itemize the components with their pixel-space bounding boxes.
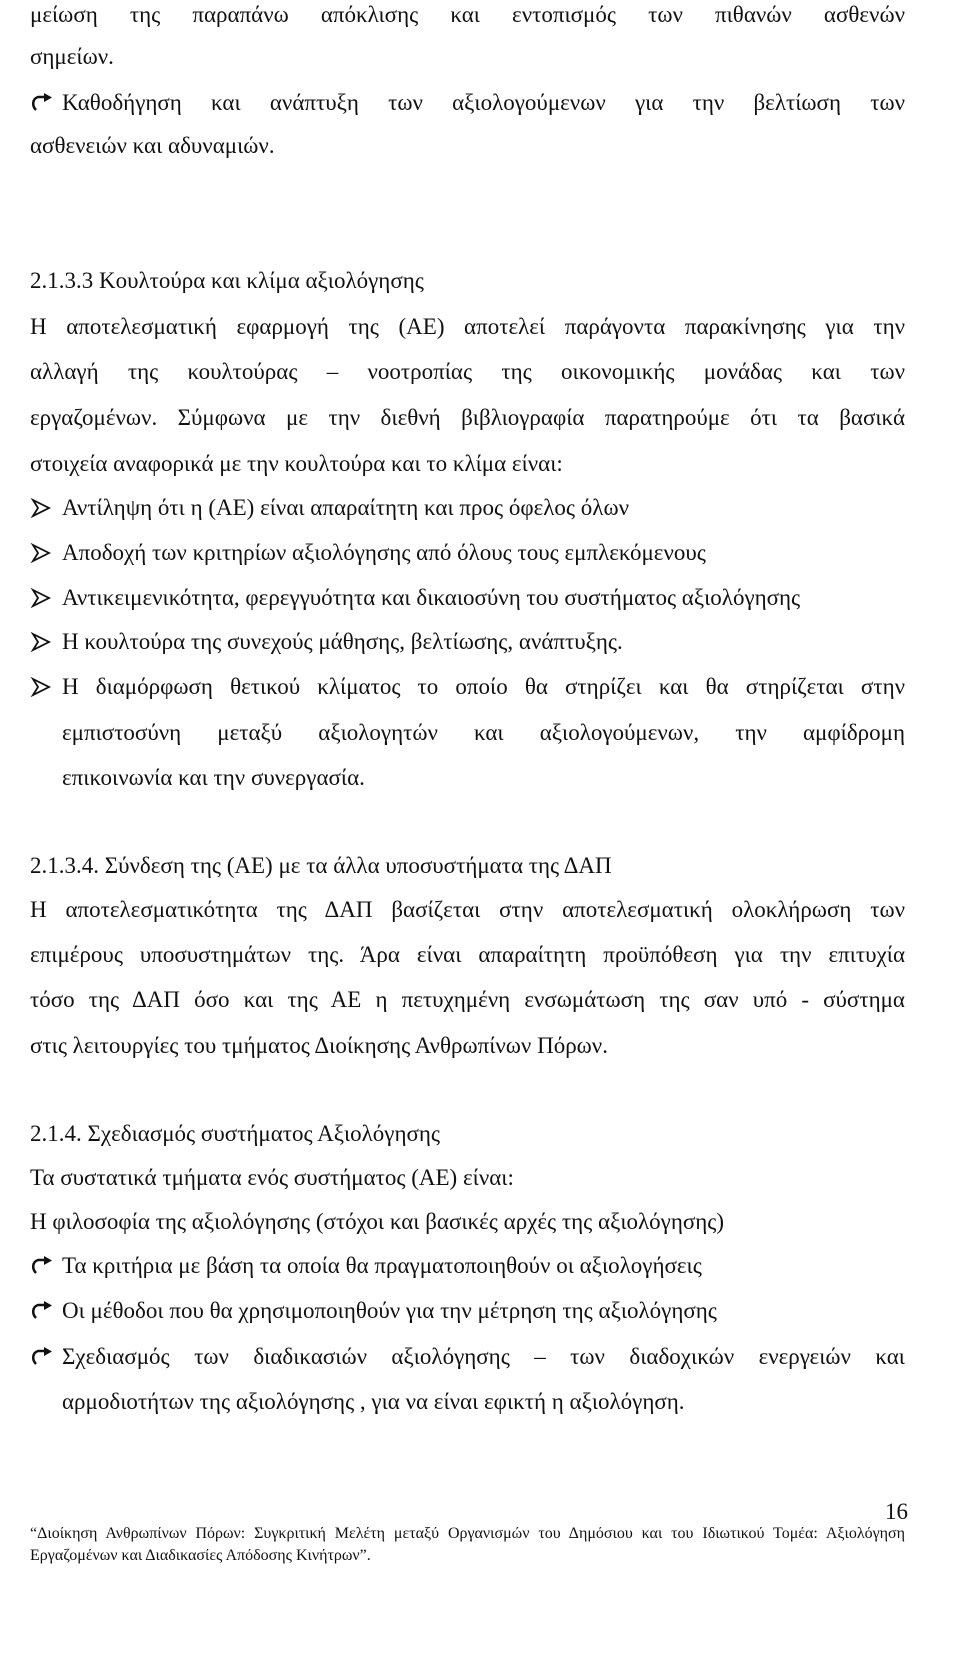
curved-arrow-icon bbox=[30, 88, 60, 118]
arrowhead-bullet-icon bbox=[30, 583, 60, 613]
curved-arrow-icon bbox=[30, 1251, 60, 1281]
footer-line: Εργαζομένων και Διαδικασίες Απόδοσης Κινήτρων”. bbox=[30, 1547, 371, 1564]
text-line: στις λειτουργίες του τμήματος Διοίκησης Ανθρωπίνων Πόρων. bbox=[30, 1033, 608, 1058]
text-line: επιμέρους υποσυστημάτων της. Άρα είναι απαραίτητη προϋπόθεση για την επιτυχία bbox=[30, 942, 905, 967]
list-item: Αντίληψη ότι η (ΑΕ) είναι απαραίτητη και προς όφελος όλων bbox=[62, 495, 629, 520]
list-item: Αποδοχή των κριτηρίων αξιολόγησης από όλους τους εμπλεκόμενους bbox=[62, 540, 706, 565]
list-item: Αντικειμενικότητα, φερεγγυότητα και δικαιοσύνη του συστήματος αξιολόγησης bbox=[62, 585, 801, 610]
list-item-continuation: εμπιστοσύνη μεταξύ αξιολογητών και αξιολογούμενων, την αμφίδρομη bbox=[62, 720, 905, 745]
arrowhead-bullet-icon bbox=[30, 493, 60, 523]
section-heading: 2.1.3.4. Σύνδεση της (ΑΕ) με τα άλλα υποσυστήματα της ΔΑΠ bbox=[30, 853, 612, 878]
text-line: Καθοδήγηση και ανάπτυξη των αξιολογούμενων για την βελτίωση των bbox=[62, 90, 905, 115]
list-item: Οι μέθοδοι που θα χρησιμοποιηθούν για την μέτρηση της αξιολόγησης bbox=[62, 1298, 717, 1323]
text-line: αλλαγή της κουλτούρας – νοοτροπίας της οικονομικής μονάδας και των bbox=[30, 359, 905, 384]
text-line: μείωση της παραπάνω απόκλισης και εντοπισμός των πιθανών ασθενών bbox=[30, 2, 905, 27]
text-line: Τα συστατικά τμήματα ενός συστήματος (ΑΕ) είναι: bbox=[30, 1165, 514, 1190]
text-line: Η φιλοσοφία της αξιολόγησης (στόχοι και βασικές αρχές της αξιολόγησης) bbox=[30, 1209, 725, 1234]
text-line: στοιχεία αναφορικά με την κουλτούρα και το κλίμα είναι: bbox=[30, 451, 563, 476]
page-number: 16 bbox=[885, 1499, 908, 1524]
footer-line: “Διοίκηση Ανθρωπίνων Πόρων: Συγκριτική Μελέτη μεταξύ Οργανισμών του Δημόσιου και του Ιδιωτικού Τομέα: Αξιολόγηση bbox=[30, 1525, 905, 1542]
arrowhead-bullet-icon bbox=[30, 672, 60, 702]
text-line: Η αποτελεσματικότητα της ΔΑΠ βασίζεται στην αποτελεσματική ολοκλήρωση των bbox=[30, 897, 905, 922]
text-line: σημείων. bbox=[30, 44, 114, 69]
section-heading: 2.1.4. Σχεδιασμός συστήματος Αξιολόγησης bbox=[30, 1121, 441, 1146]
list-item-continuation: αρμοδιοτήτων της αξιολόγησης , για να είναι εφικτή η αξιολόγηση. bbox=[62, 1389, 685, 1414]
curved-arrow-icon bbox=[30, 1342, 60, 1372]
list-item: Σχεδιασμός των διαδικασιών αξιολόγησης – των διαδοχικών ενεργειών και bbox=[62, 1344, 905, 1369]
list-item: Τα κριτήρια με βάση τα οποία θα πραγματοποιηθούν οι αξιολογήσεις bbox=[62, 1253, 702, 1278]
list-item: Η διαμόρφωση θετικού κλίματος το οποίο θα στηρίζει και θα στηρίζεται στην bbox=[62, 674, 905, 699]
arrowhead-bullet-icon bbox=[30, 627, 60, 657]
text-line: Η αποτελεσματική εφαρμογή της (ΑΕ) αποτελεί παράγοντα παρακίνησης για την bbox=[30, 314, 905, 339]
curved-arrow-icon bbox=[30, 1296, 60, 1326]
section-heading: 2.1.3.3 Κουλτούρα και κλίμα αξιολόγησης bbox=[30, 268, 424, 293]
text-line: τόσο της ΔΑΠ όσο και της ΑΕ η πετυχημένη ενσωμάτωση της σαν υπό - σύστημα bbox=[30, 987, 905, 1012]
list-item: Η κουλτούρα της συνεχούς μάθησης, βελτίωσης, ανάπτυξης. bbox=[62, 629, 623, 654]
text-line: ασθενειών και αδυναμιών. bbox=[30, 133, 275, 158]
list-item-continuation: επικοινωνία και την συνεργασία. bbox=[62, 765, 365, 790]
text-line: εργαζομένων. Σύμφωνα με την διεθνή βιβλιογραφία παρατηρούμε ότι τα βασικά bbox=[30, 405, 905, 430]
arrowhead-bullet-icon bbox=[30, 538, 60, 568]
